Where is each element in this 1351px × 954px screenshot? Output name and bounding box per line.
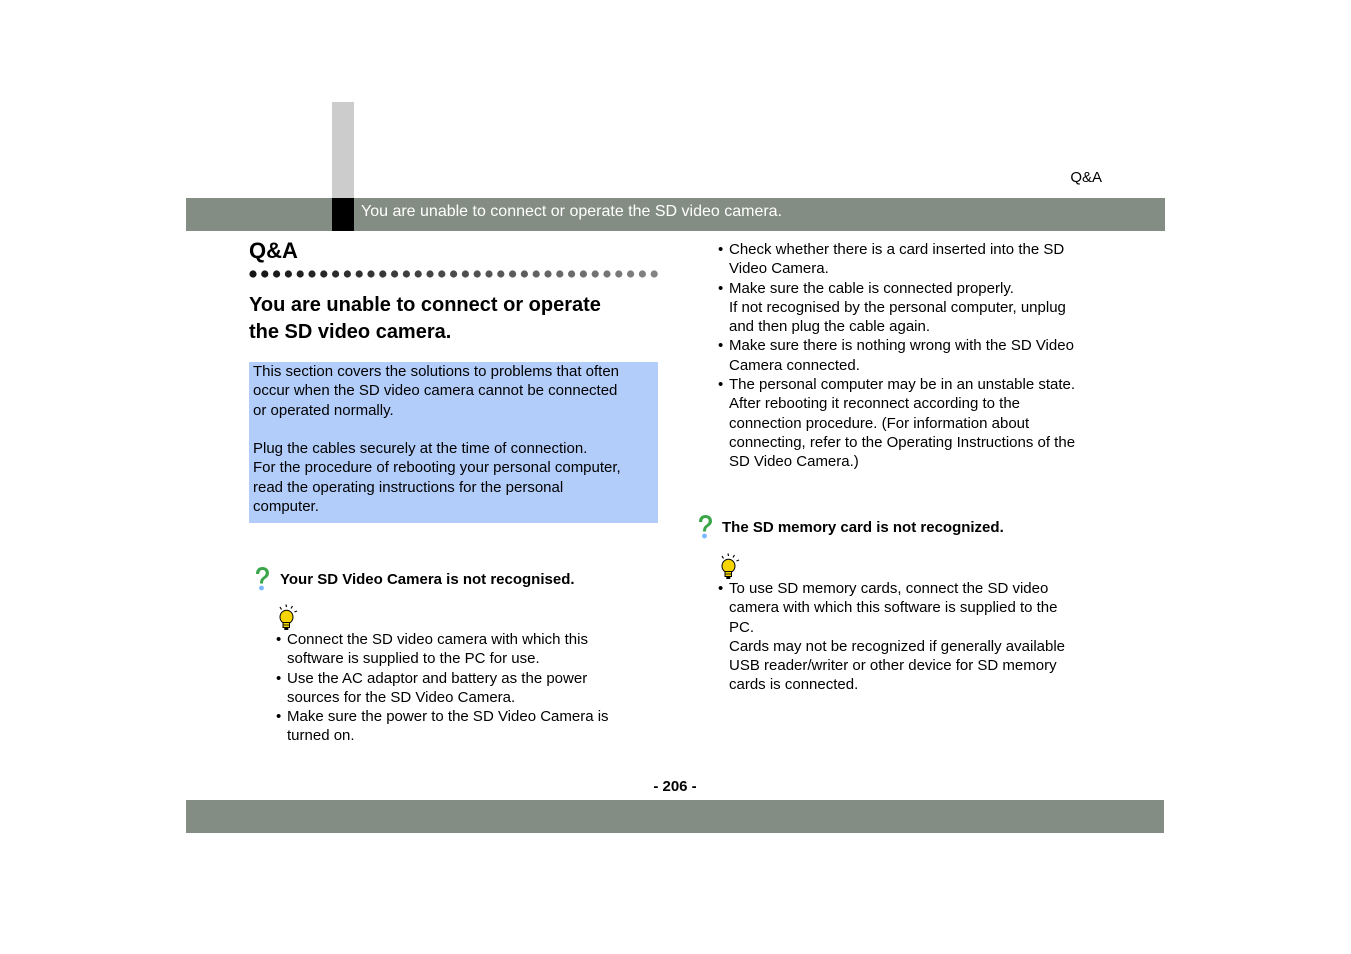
rule-dot	[533, 270, 540, 277]
rule-dot	[356, 270, 363, 277]
footer-bar	[186, 800, 1164, 833]
intro-line: read the operating instructions for the personal	[253, 478, 564, 496]
page-heading-line: You are unable to connect or operate	[249, 294, 601, 316]
rule-dot	[367, 270, 374, 277]
rule-dot	[379, 270, 386, 277]
running-head: Q&A	[1070, 169, 1102, 186]
rule-dot	[297, 270, 304, 277]
tip-line: • To use SD memory cards, connect the SD video	[729, 580, 1049, 597]
rule-dot	[403, 270, 410, 277]
page-heading	[249, 292, 669, 346]
question-mark-icon	[253, 566, 271, 597]
rule-dot	[580, 270, 587, 277]
list-item	[718, 579, 1118, 695]
rule-dot	[426, 270, 433, 277]
tip-line: connecting, refer to the Operating Instructions of the	[729, 433, 1076, 451]
intro-line: computer.	[253, 498, 319, 516]
rule-dot	[603, 270, 610, 277]
tip-line: turned on.	[287, 727, 355, 745]
rule-dot	[615, 270, 622, 277]
rule-dot	[568, 270, 575, 277]
tip-line: Camera connected.	[729, 356, 860, 374]
tip-line: • Connect the SD video camera with which this	[287, 631, 588, 648]
header-bar-marker	[332, 198, 354, 231]
rule-dot	[544, 270, 551, 277]
tips-list-memory-card	[718, 579, 1118, 695]
rule-dot	[462, 270, 469, 277]
rule-dot	[474, 270, 481, 277]
rule-dot	[308, 270, 315, 277]
page-number: - 206 -	[653, 778, 697, 795]
rule-dot	[273, 270, 280, 277]
tip-line: • Make sure the power to the SD Video Camera is	[287, 708, 609, 726]
rule-dot	[592, 270, 599, 277]
tip-line: USB reader/writer or other device for SD memory	[729, 657, 1057, 675]
tip-line: If not recognised by the personal computer, unplug	[729, 298, 1066, 316]
list-item	[718, 336, 1118, 375]
intro-line: occur when the SD video camera cannot be connected	[253, 382, 618, 400]
tip-line: • Use the AC adaptor and battery as the power	[287, 669, 588, 687]
rule-dot	[285, 270, 292, 277]
list-item	[718, 279, 1118, 337]
header-bar-title: You are unable to connect or operate the SD video camera.	[361, 203, 783, 220]
rule-dot	[497, 270, 504, 277]
rule-dot	[509, 270, 516, 277]
tip-line: • The personal computer may be in an unstable state.	[729, 376, 1076, 394]
tip-line: and then plug the cable again.	[729, 318, 930, 336]
list-item	[276, 630, 656, 669]
intro-line: For the procedure of rebooting your personal computer,	[253, 459, 621, 477]
intro-line: This section covers the solutions to problems that often	[253, 363, 620, 380]
list-item	[276, 707, 656, 746]
question-heading: Your SD Video Camera is not recognised.	[280, 571, 575, 588]
tip-line: After rebooting it reconnect according to the	[729, 395, 1021, 413]
tip-line: PC.	[729, 618, 755, 636]
tip-line: • Make sure the cable is connected properly.	[729, 279, 1014, 297]
tip-line: sources for the SD Video Camera.	[287, 688, 516, 706]
intro-line: Plug the cables securely at the time of connection.	[253, 440, 588, 458]
rule-dot	[556, 270, 563, 277]
rule-dot	[639, 270, 646, 277]
rule-dot	[415, 270, 422, 277]
tip-line: • Check whether there is a card inserted into the SD	[729, 241, 1065, 258]
rule-dot	[651, 270, 658, 277]
tip-line: Video Camera.	[729, 260, 829, 278]
header-tab-accent	[332, 102, 354, 198]
list-item	[276, 669, 656, 708]
dotted-rule	[249, 268, 661, 280]
tip-line: • Make sure there is nothing wrong with the SD Video	[729, 337, 1074, 355]
tips-list-right	[718, 240, 1118, 472]
page-heading-line: the SD video camera.	[249, 321, 452, 343]
rule-dot	[261, 270, 268, 277]
intro-line: or operated normally.	[253, 401, 394, 419]
rule-dot	[521, 270, 528, 277]
question-heading: The SD memory card is not recognized.	[722, 519, 1004, 536]
section-title: Q&A	[249, 238, 298, 263]
rule-dot	[391, 270, 398, 277]
tip-line: cards is connected.	[729, 676, 859, 694]
tip-line: Cards may not be recognized if generally available	[729, 637, 1066, 655]
rule-dot	[450, 270, 457, 277]
rule-dot	[249, 270, 256, 277]
rule-dot	[438, 270, 445, 277]
tip-line: camera with which this software is supplied to the	[729, 599, 1058, 617]
rule-dot	[627, 270, 634, 277]
list-item	[718, 375, 1118, 471]
tip-line: connection procedure. (For information about	[729, 414, 1030, 432]
tip-line: SD Video Camera.)	[729, 453, 859, 471]
intro-box	[249, 362, 658, 523]
tips-list-left	[276, 630, 656, 746]
question-mark-icon	[696, 514, 714, 545]
tip-line: software is supplied to the PC for use.	[287, 650, 540, 668]
rule-dot	[485, 270, 492, 277]
rule-dot	[332, 270, 339, 277]
rule-dot	[344, 270, 351, 277]
list-item	[718, 240, 1118, 279]
rule-dot	[320, 270, 327, 277]
